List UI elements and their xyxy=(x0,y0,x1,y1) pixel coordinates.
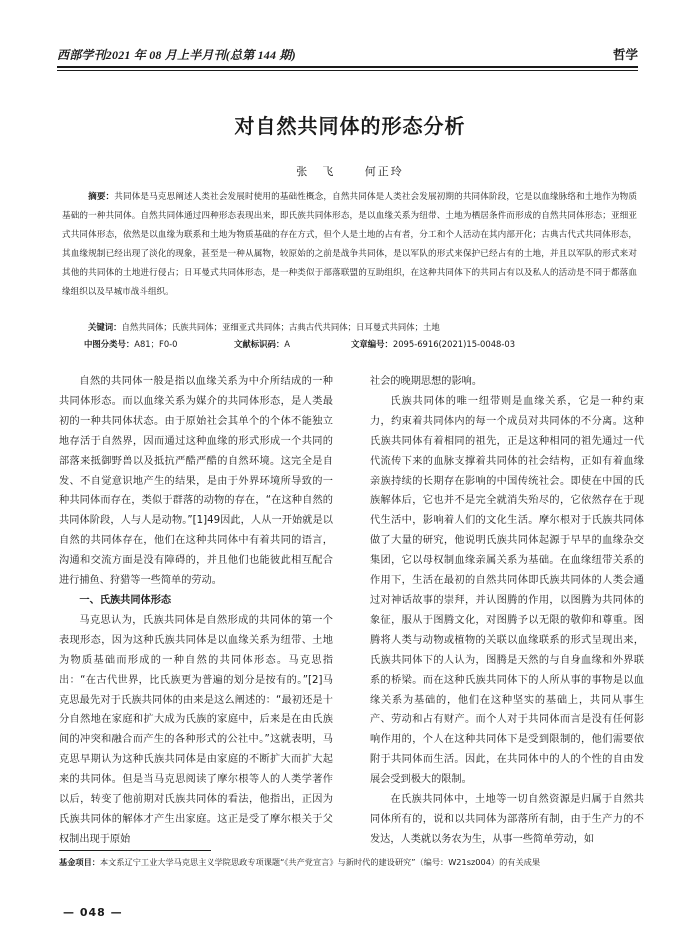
footnote-text: 本文系辽宁工业大学马克思主义学院思政专项课题“《共产党宣言》与新时代的建设研究”（编号：W21sz004）的有关成果 xyxy=(99,857,541,867)
abstract-label: 摘要： xyxy=(88,192,115,202)
section-heading: 一、氏族共同体形态 xyxy=(79,594,172,606)
paragraph: 在氏族共同体中，土地等一切自然资源是归属于自然共同体所有的，说和以共同体为部落所有制，由于生产力的不发达，人类就以务农为生，从事一些简单劳动，如 xyxy=(370,794,644,845)
abstract-text: 共同体是马克思阐述人类社会发展时使用的基础性概念，自然共同体是人类社会发展初期的共同体阶段，它是以血缘脉络和土地作为物质基础的一种共同体。自然共同体通过四种形态表现出来，即氏族共同体形态，是以血缘关系为纽带、土地为栖居条件而形成的自然共同体形态；亚细亚式共同体形态，依然是以血缘为联系和土地为物质基础的存在方式，但个人是土地的占有者，分工和个人活动在其内部开化；古典古代式共同体形态，其血缘规制已经出现了淡化的现象，甚至是一种从属物，较原始的之前是战争共同体，是以军队的形式来保护已经占有的土地，并且以军队的形式来对其他的共同体的土地进行侵占；日耳曼式共同体形态，是一种类似于部落联盟的互助组织，在这种共同体下的共同占有以及私人的活动是不同于都落血缘组织以及早城市战斗组织。 xyxy=(62,192,637,297)
clc-value: A81；F0-0 xyxy=(134,339,178,349)
clc-code xyxy=(84,338,178,350)
author-name: 张 飞 xyxy=(296,165,336,178)
doc-value: A xyxy=(284,339,290,349)
header-rule xyxy=(57,66,638,68)
abstract xyxy=(62,188,637,302)
article-number-label: 文章编号： xyxy=(351,339,393,349)
page-number: — 048 — xyxy=(63,906,123,919)
body-column-left xyxy=(59,372,333,850)
funding-footnote xyxy=(59,855,637,870)
paragraph: 氏族共同体的唯一纽带则是血缘关系，它是一种约束力，约束着共同体内的每一个成员对共同体的不分离。这种氏族共同体有着相同的祖先，正是这种相同的祖先通过一代代流传下来的血脉支撑着共同体的社会结构，正如有着血缘亲族持续的长期存在影响的中国传统社会。即使在中国的氏族解体后，它也并不是完全就消失殆尽的，它依然存在于现代生活中，影响着人们的文化生活。摩尔根对于氏族共同体做了大量的研究，他说明氏族共同体起源于早早的血缘杂交集团，它以母权制血缘亲属关系为基础。在血缘纽带关系的作用下，生活在最初的自然共同体即氏族共同体的人类会通过对神话故事的崇拜，并认图腾的作用，以图腾为共同体的象征，服从于图腾文化，对图腾予以无限的敬仰和尊重。图腾将人类与动物或植物的关联以血缘联系的形式呈现出来，氏族共同体下的人认为，图腾是天然的与自身血缘和外界联系的桥梁。而在这种氏族共同体下的人所从事的事物是以血缘关系为基础的，他们在这种坚实的基础上，共同从事生产、劳动和占有财产。而个人对于共同体而言是没有任何影响作用的，个人在这种共同体下是受到限制的，他们需要依附于共同体而生活。因此，在共同体中的人的个性的自由发展会受到极大的限制。 xyxy=(370,395,644,786)
article-title: 对自然共同体的形态分析 xyxy=(234,114,466,138)
article-number-value: 2095-6916(2021)15-0048-03 xyxy=(392,339,516,349)
paragraph: 马克思认为，氏族共同体是自然形成的共同体的第一个表现形态，因为这种氏族共同体是以血缘关系为纽带、土地为物质基础而形成的一种自然的共同体形态。马克思指出：“在古代世界，比氏族更为普遍的划分是按有的。”[2]马克思最先对于氏族共同体的由来是这么阐述的：“最初还是十分自然地在家庭和扩大成为氏族的家庭中，后来是在由氏族间的冲突和融合而产生的各种形式的公社中。”这就表明，马克思早期认为这种氏族共同体是由家庭的不断扩大而扩大起来的共同体。但是当马克思阅读了摩尔根等人的人类学著作以后，转变了他前期对氏族共同体的看法，他指出，正因为氏族共同体的解体才产生出家庭。这正是受了摩尔根关于父权制出现于原始 xyxy=(59,614,333,845)
section-name: 哲学 xyxy=(612,47,638,62)
document-code xyxy=(234,338,290,350)
article-number xyxy=(351,338,515,350)
body-column-right xyxy=(370,372,644,850)
paragraph: 自然的共同体一般是指以血缘关系为中介所结成的一种共同体形态。而以血缘关系为媒介的共同体形态，是人类最初的一种共同体状态。由于原始社会其单个的个体不能独立地存活于自然界，因而通过这种血缘的形式形成一个共同的部落来抵御野兽以及抵抗严酷严酷的自然环境。这完全是自发、不自觉意识地产生的结果，是由于外界环境所导致的一种共同体而存在，类似于群落的动物的存在，“在这种自然的共同体阶段，人与人是动物。”[1]49因此，人从一开始就是以自然的共同体存在，他们在这种共同体中有着共同的语言，沟通和交流方面是没有障碍的，并且他们也能彼此相互配合进行捕鱼、狩猎等一些简单的劳动。 xyxy=(59,376,333,587)
paragraph: 社会的晚期思想的影响。 xyxy=(370,376,483,387)
footnote-rule xyxy=(59,850,211,851)
journal-name: 西部学刊2021 年 08 月上半月刊(总第 144 期) xyxy=(57,48,296,62)
authors xyxy=(0,163,700,179)
footnote-label: 基金项目： xyxy=(59,857,100,867)
keywords-label: 关键词： xyxy=(88,322,122,332)
clc-label: 中图分类号： xyxy=(84,339,135,349)
keywords-text: 自然共同体；氏族共同体；亚细亚式共同体；古典古代共同体；日耳曼式共同体；土地 xyxy=(121,322,440,332)
author-name: 何正玲 xyxy=(364,165,404,178)
running-header xyxy=(57,46,638,68)
keywords xyxy=(62,318,637,337)
header-rule-thin xyxy=(57,70,638,71)
doc-label: 文献标识码： xyxy=(234,339,285,349)
